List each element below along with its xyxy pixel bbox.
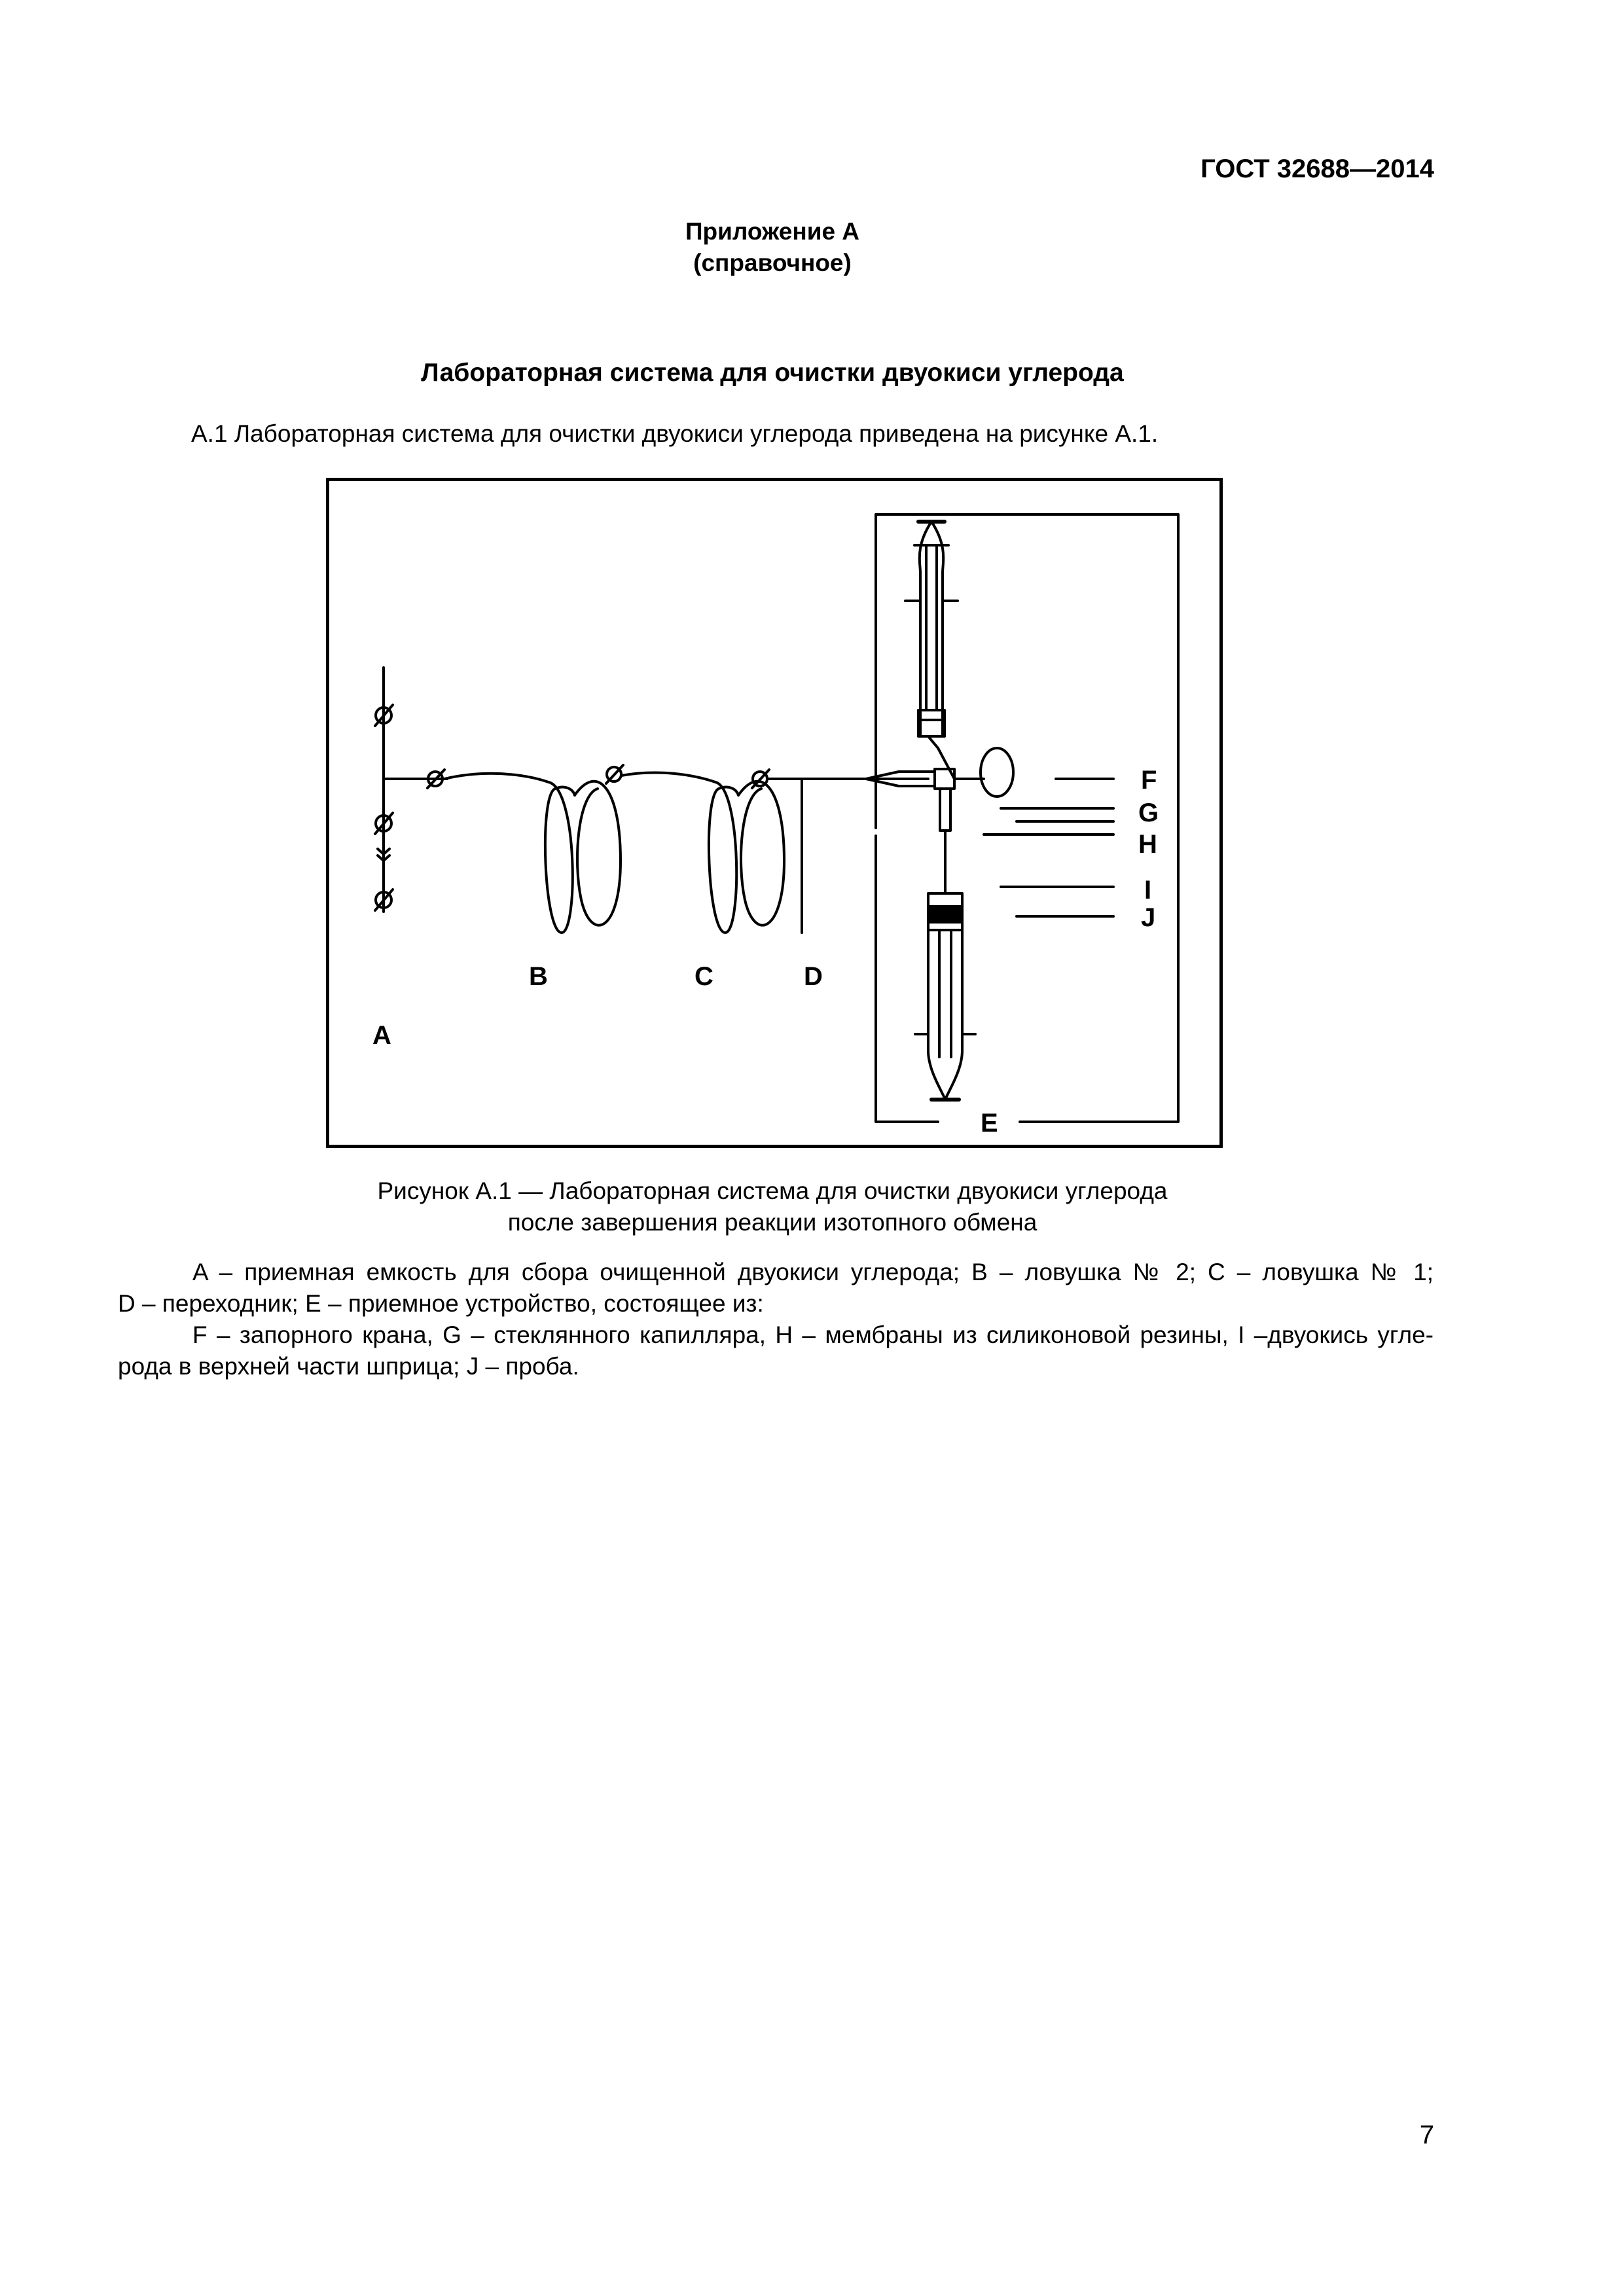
figure-caption-line2: после завершения реакции изотопного обмена — [507, 1209, 1038, 1236]
trap-line — [427, 765, 928, 788]
legend-line3: F – запорного крана, G – стеклянного капилляра, H – мембраны из силиконовой резины, I –двуокись угле- — [192, 1321, 1434, 1348]
label-a: A — [372, 1021, 391, 1050]
legend-line2: D – переходник; E – приемное устройство, состоящее из: — [118, 1290, 764, 1317]
annex-title — [0, 216, 1545, 279]
label-h: H — [1138, 830, 1157, 859]
figure-caption — [0, 1175, 1545, 1238]
page-number: 7 — [1419, 2121, 1434, 2149]
legend-line4: рода в верхней части шприца; J – проба. — [118, 1353, 579, 1380]
figure-a1 — [326, 478, 1223, 1148]
label-leaders — [984, 779, 1113, 916]
label-f: F — [1141, 766, 1157, 795]
label-d: D — [804, 962, 823, 991]
annex-title-line2: (справочное) — [693, 249, 852, 276]
figure-caption-line1: Рисунок А.1 — Лабораторная система для очистки двуокиси углерода — [377, 1177, 1168, 1204]
label-j: J — [1141, 903, 1156, 932]
apparatus-diagram — [329, 481, 1219, 1145]
trap-b-coil — [545, 781, 621, 933]
collection-vessel-a — [375, 668, 434, 912]
intro-paragraph: А.1 Лабораторная система для очистки двуокиси углерода приведена на рисунке А.1. — [191, 420, 1159, 447]
section-heading: Лабораторная система для очистки двуокиси углерода — [421, 359, 1124, 387]
figure-legend — [118, 1257, 1434, 1382]
trap-c-coil — [709, 781, 784, 933]
legend-line1: A – приемная емкость для сбора очищенной двуокиси углерода; B – ловушка № 2; C – ловушка № 1; — [192, 1259, 1434, 1285]
label-e: E — [981, 1109, 998, 1138]
lower-syringe — [915, 880, 975, 1100]
label-i: I — [1144, 876, 1152, 905]
label-g: G — [1138, 798, 1159, 827]
label-b: B — [529, 962, 548, 991]
annex-title-line1: Приложение А — [685, 218, 860, 245]
upper-syringe — [905, 522, 958, 748]
tap-assembly — [866, 748, 1013, 880]
document-code: ГОСТ 32688—2014 — [1200, 154, 1434, 183]
label-c: C — [695, 962, 713, 991]
